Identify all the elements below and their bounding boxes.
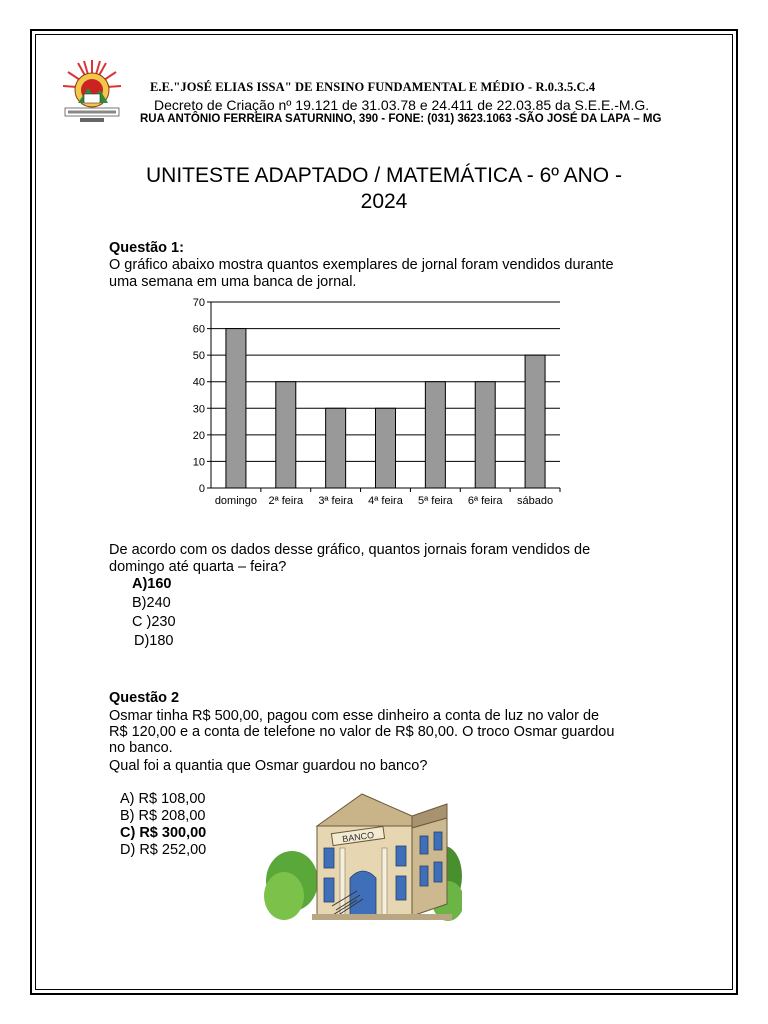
q2-option-d: D) R$ 252,00 — [120, 842, 207, 858]
bank-building-illustration — [262, 786, 462, 928]
q2-option-b: B) R$ 208,00 — [120, 808, 206, 824]
q1-heading: Questão 1: — [109, 240, 184, 256]
q1-option-a: A)160 — [132, 576, 172, 592]
x-tick-label: sábado — [517, 495, 554, 507]
bar-0 — [226, 329, 246, 488]
chart-x-tick-labels — [215, 495, 553, 507]
q2-option-a: A) R$ 108,00 — [120, 791, 206, 807]
chart-y-tick-labels — [193, 297, 205, 495]
title-line-1: UNITESTE ADAPTADO / MATEMÁTICA - 6º ANO - — [146, 164, 622, 187]
bar-4 — [425, 382, 445, 488]
bar-3 — [376, 408, 396, 488]
y-tick-label: 0 — [198, 483, 205, 495]
bar-5 — [475, 382, 495, 488]
x-tick-label: 4ª feira — [368, 495, 403, 507]
bar-2 — [326, 408, 346, 488]
q2-question: Qual foi a quantia que Osmar guardou no banco? — [109, 758, 428, 774]
x-tick-label: 2ª feira — [268, 495, 304, 507]
x-tick-label: 3ª feira — [318, 495, 353, 507]
y-tick-label: 60 — [192, 323, 205, 336]
title-line-2: 2024 — [360, 190, 408, 213]
y-tick-label: 40 — [192, 376, 205, 389]
y-tick-label: 50 — [192, 350, 205, 363]
school-name: E.E."JOSÉ ELIAS ISSA" DE ENSINO FUNDAMENTAL E MÉDIO - R.0.3.5.C.4 — [150, 80, 596, 94]
q2-heading: Questão 2 — [109, 690, 180, 706]
y-tick-label: 20 — [192, 429, 205, 442]
q2-text-line-2: R$ 120,00 e a conta de telefone no valor de R$ 80,00. O troco Osmar guardou — [109, 724, 615, 740]
decree-line: Decreto de Criação nº 19.121 de 31.03.78 e 24.411 de 22.03.85 da S.E.E.-M.G. — [154, 97, 650, 113]
address-line: RUA ANTÔNIO FERREIRA SATURNINO, 390 - FONE: (031) 3623.1063 -SÃO JOSÉ DA LAPA – MG — [140, 113, 662, 125]
q1-intro-line-2: uma semana em uma banca de jornal. — [109, 274, 357, 290]
newspaper-bar-chart — [190, 292, 570, 512]
q1-question-line-2: domingo até quarta – feira? — [109, 559, 287, 575]
page-title — [100, 163, 668, 215]
q2-option-c: C) R$ 300,00 — [120, 825, 207, 841]
q1-option-d: D)180 — [134, 633, 174, 649]
q1-intro-line-1: O gráfico abaixo mostra quantos exemplares de jornal foram vendidos durante — [109, 257, 614, 273]
q1-question-line-1: De acordo com os dados desse gráfico, quantos jornais foram vendidos de — [109, 542, 591, 558]
q2-text-line-1: Osmar tinha R$ 500,00, pagou com esse dinheiro a conta de luz no valor de — [109, 708, 600, 724]
q2-text-line-3: no banco. — [109, 740, 173, 756]
bank-sign: BANCO — [341, 829, 375, 845]
y-tick-label: 30 — [192, 403, 205, 416]
x-tick-label: domingo — [214, 495, 258, 507]
x-tick-label: 6ª feira — [467, 495, 503, 507]
y-tick-label: 10 — [192, 456, 205, 469]
q1-option-b: B)240 — [132, 595, 171, 611]
bar-6 — [525, 355, 545, 488]
school-logo — [60, 58, 124, 124]
bar-1 — [276, 382, 296, 488]
x-tick-label: 5ª feira — [418, 495, 453, 507]
q1-option-c: C )230 — [132, 614, 176, 630]
y-tick-label: 70 — [192, 297, 205, 309]
